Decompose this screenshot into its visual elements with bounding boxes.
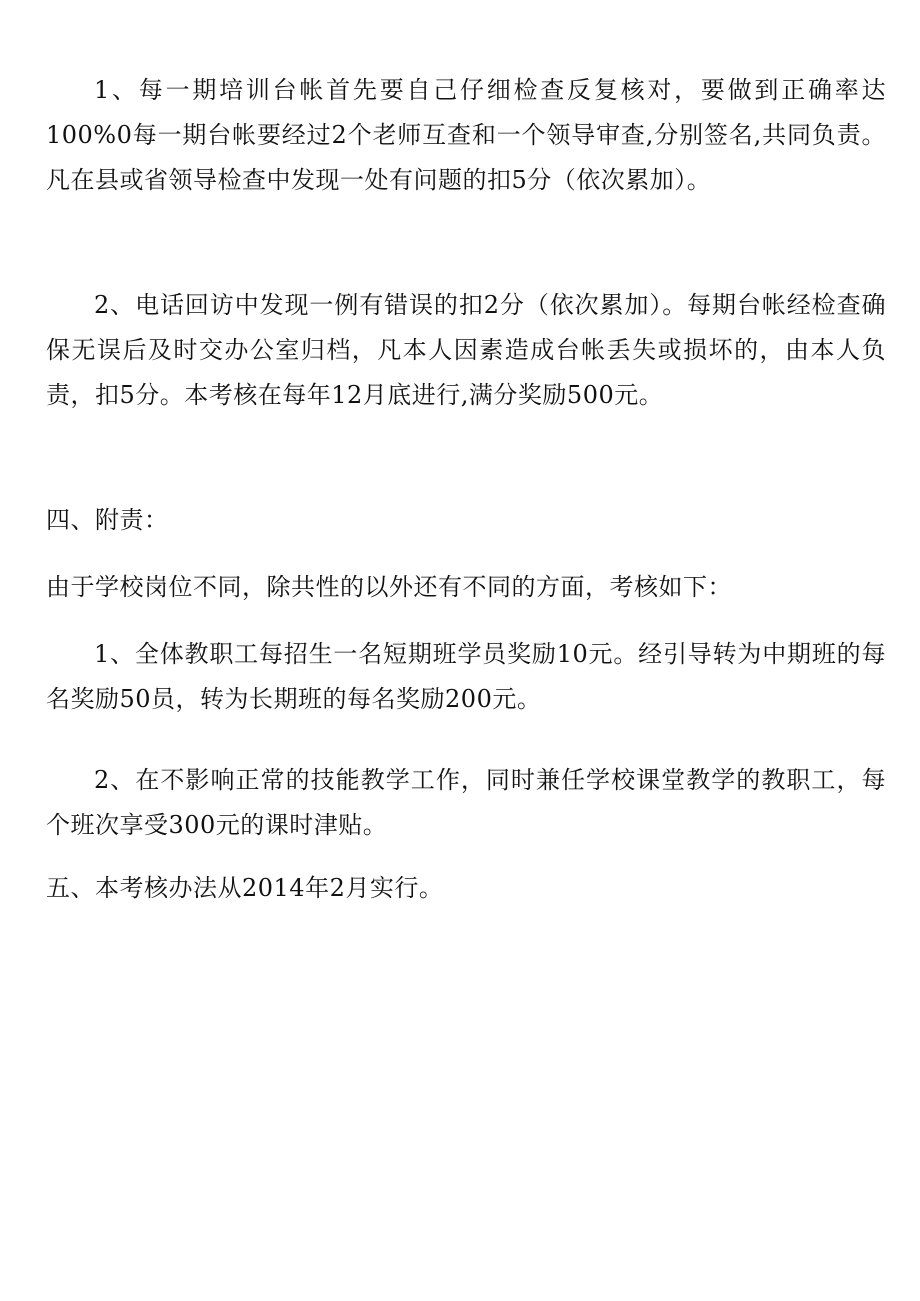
paragraph-ledger-check: 1、每一期培训台帐首先要自己仔细检查反复核对，要做到正确率达100%0每一期台帐要经过2个老师互查和一个领导审查,分别签名,共同负责。凡在县或省领导检查中发现一处有问题的扣5分（依次累加）。 [46, 76, 886, 194]
paragraph-appendix-intro: 由于学校岗位不同，除共性的以外还有不同的方面，考核如下： [46, 573, 732, 601]
paragraph-enrollment-reward: 1、全体教职工每招生一名短期班学员奖励10元。经引导转为中期班的每名奖励50员，转为长期班的每名奖励200元。 [46, 640, 886, 713]
section-heading-appendix: 四、附责： [46, 506, 169, 534]
paragraph-teaching-allowance: 2、在不影响正常的技能教学工作，同时兼任学校课堂教学的教职工，每个班次享受300元的课时津贴。 [46, 766, 886, 839]
paragraph-phone-followup: 2、电话回访中发现一例有错误的扣2分（依次累加）。每期台帐经检查确保无误后及时交办公室归档，凡本人因素造成台帐丢失或损坏的，由本人负责，扣5分。本考核在每年12月底进行,满分奖励500元。 [46, 291, 886, 409]
paragraph-effective-date: 五、本考核办法从2014年2月实行。 [46, 874, 444, 902]
